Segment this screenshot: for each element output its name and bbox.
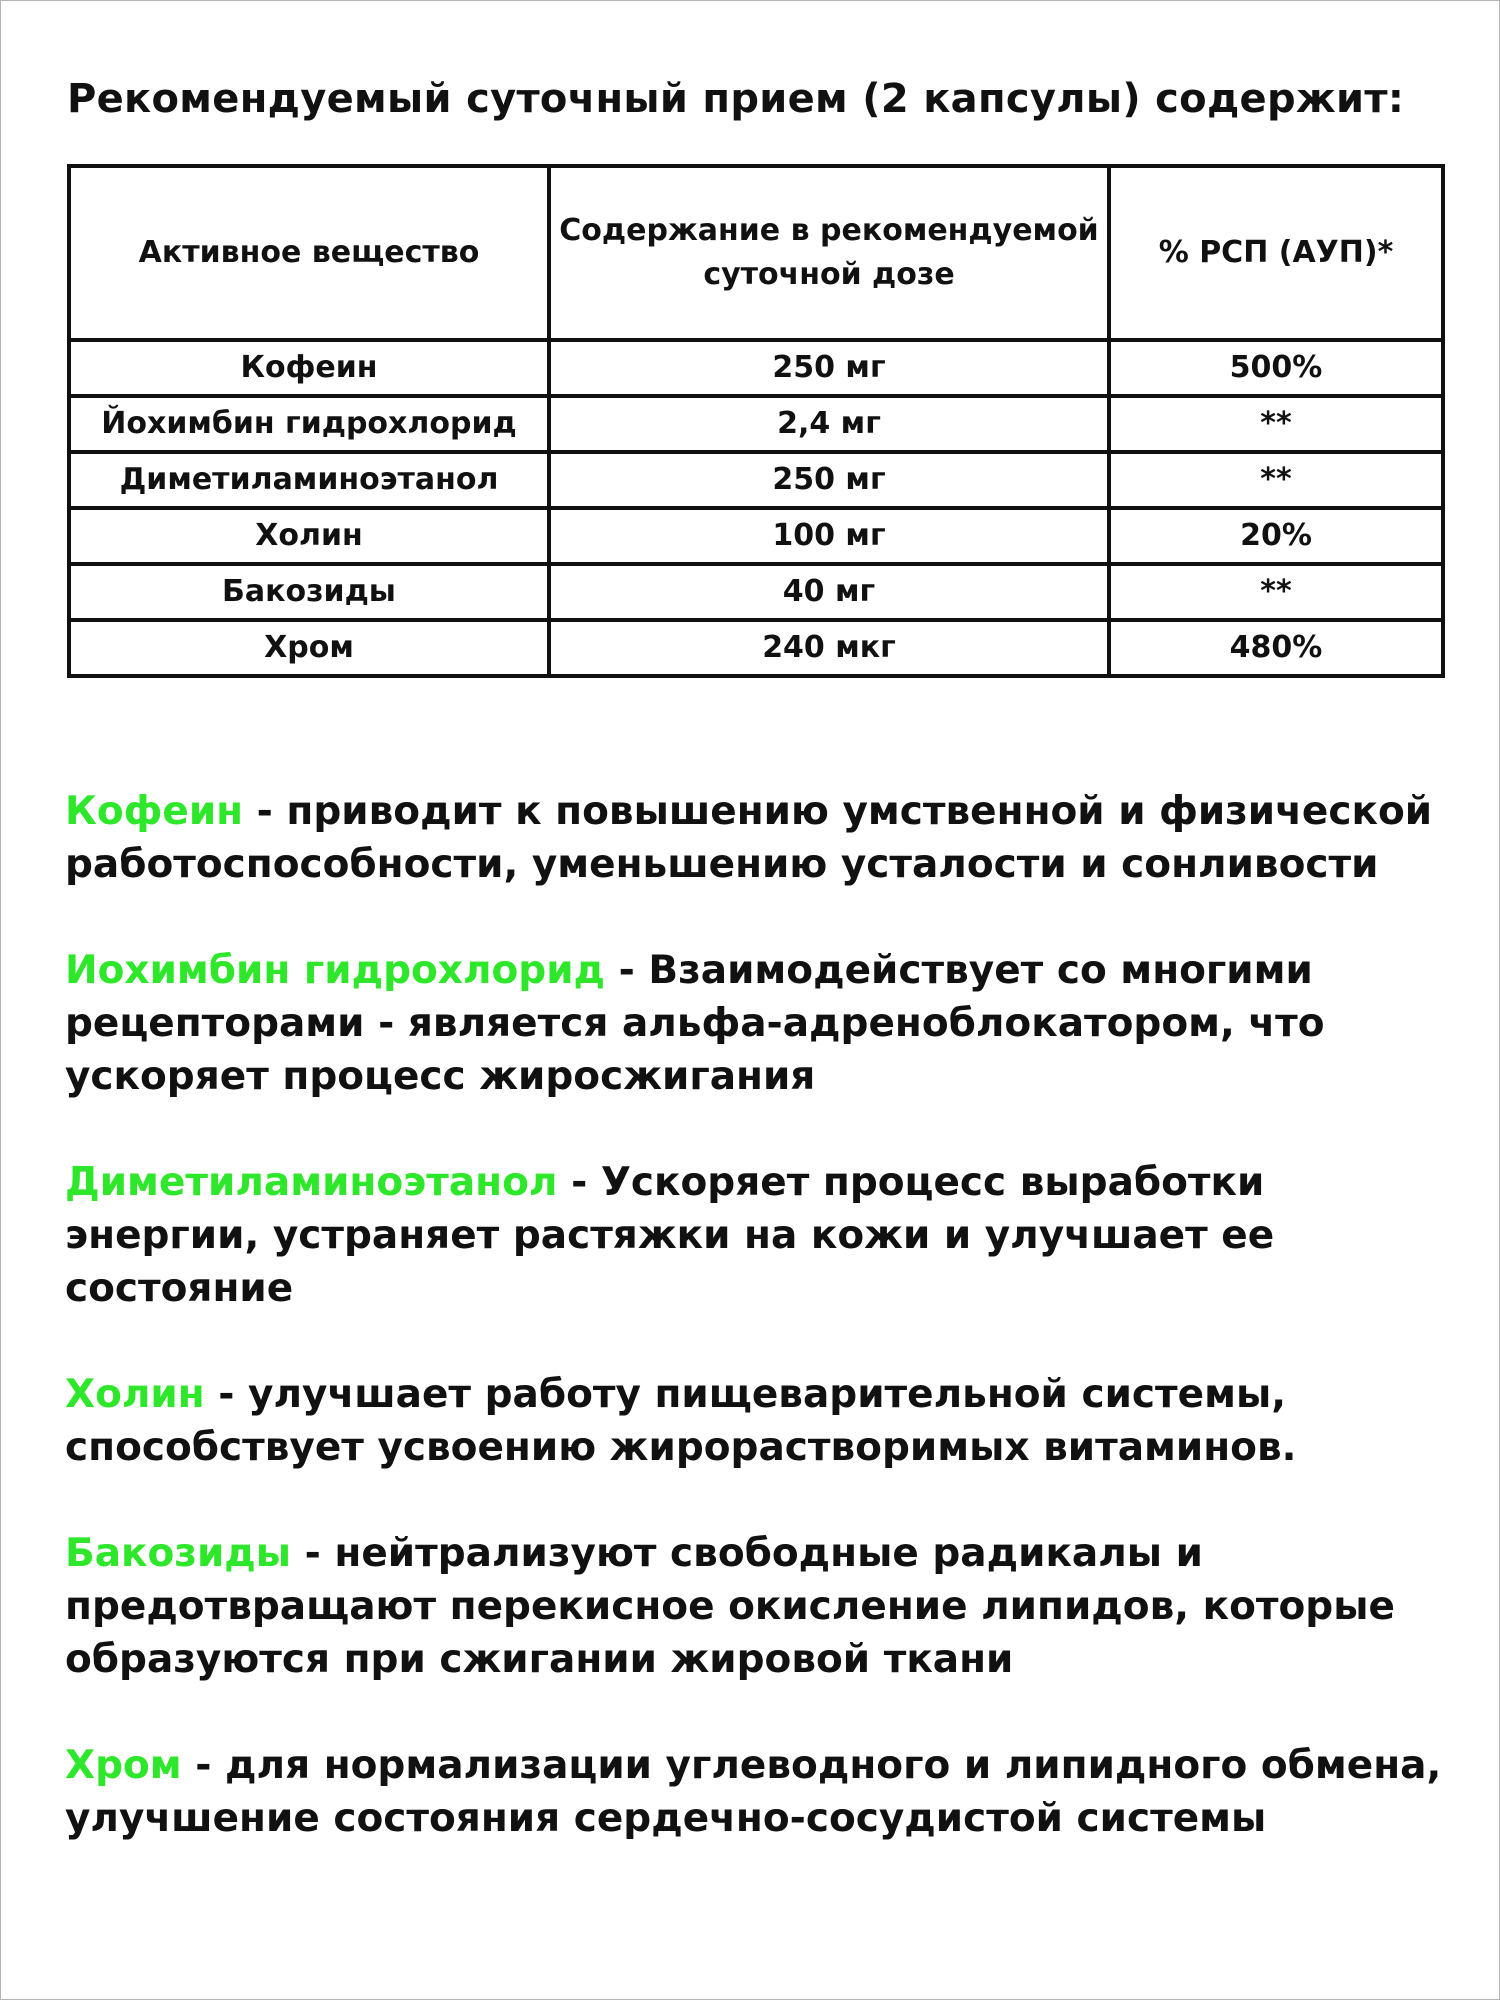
ingredient-text: - для нормализации углеводного и липидного обмена, улучшение состояния сердечно-сосудистой системы (65, 1743, 1442, 1841)
cell-dose: 100 мг (549, 508, 1109, 564)
cell-percent: ** (1109, 452, 1443, 508)
cell-substance: Кофеин (69, 340, 549, 396)
header-percent: % РСП (АУП)* (1109, 166, 1443, 340)
description-chromium (65, 1739, 1465, 1845)
cell-percent: 480% (1109, 620, 1443, 676)
cell-dose: 240 мкг (549, 620, 1109, 676)
description-dmae (65, 1156, 1465, 1315)
ingredient-name: Диметиламиноэтанол (65, 1160, 558, 1205)
table-row (69, 620, 1443, 676)
table-header-row (69, 166, 1443, 340)
table-row (69, 340, 1443, 396)
cell-substance: Холин (69, 508, 549, 564)
cell-substance: Хром (69, 620, 549, 676)
ingredient-text: - Взаимодействует со многими рецепторами - является альфа-адреноблокатором, что ускоряет процесс жиросжигания (65, 948, 1325, 1099)
ingredient-text: - нейтрализуют свободные радикалы и предотвращают перекисное окисление липидов, которые образуются при сжигании жировой ткани (65, 1531, 1395, 1682)
cell-substance: Йохимбин гидрохлорид (69, 396, 549, 452)
cell-percent: ** (1109, 396, 1443, 452)
cell-dose: 40 мг (549, 564, 1109, 620)
ingredient-name: Холин (65, 1372, 205, 1417)
description-choline (65, 1368, 1465, 1474)
ingredient-descriptions (65, 785, 1465, 1898)
header-dose: Содержание в рекомендуемой суточной дозе (549, 166, 1109, 340)
table-row (69, 564, 1443, 620)
table-row (69, 396, 1443, 452)
ingredient-text: - улучшает работу пищеварительной системы, способствует усвоению жирорастворимых витаминов. (65, 1372, 1297, 1470)
cell-dose: 250 мг (549, 340, 1109, 396)
table-row (69, 452, 1443, 508)
table-row (69, 508, 1443, 564)
header-substance: Активное вещество (69, 166, 549, 340)
ingredient-name: Бакозиды (65, 1531, 292, 1576)
cell-percent: 20% (1109, 508, 1443, 564)
ingredient-text: - Ускоряет процесс выработки энергии, устраняет растяжки на кожи и улучшает ее состояние (65, 1160, 1275, 1311)
cell-dose: 250 мг (549, 452, 1109, 508)
ingredient-name: Хром (65, 1743, 182, 1788)
ingredient-text: - приводит к повышению умственной и физической работоспособности, уменьшению усталости и сонливости (65, 789, 1433, 887)
cell-dose: 2,4 мг (549, 396, 1109, 452)
description-bacosides (65, 1527, 1465, 1686)
description-caffeine (65, 785, 1465, 891)
description-yohimbine (65, 944, 1465, 1103)
page-title: Рекомендуемый суточный прием (2 капсулы) содержит: (67, 76, 1405, 122)
ingredient-name: Кофеин (65, 789, 244, 834)
cell-percent: 500% (1109, 340, 1443, 396)
cell-percent: ** (1109, 564, 1443, 620)
cell-substance: Бакозиды (69, 564, 549, 620)
nutrient-table (67, 164, 1445, 678)
ingredient-name: Иохимбин гидрохлорид (65, 948, 606, 993)
cell-substance: Диметиламиноэтанол (69, 452, 549, 508)
